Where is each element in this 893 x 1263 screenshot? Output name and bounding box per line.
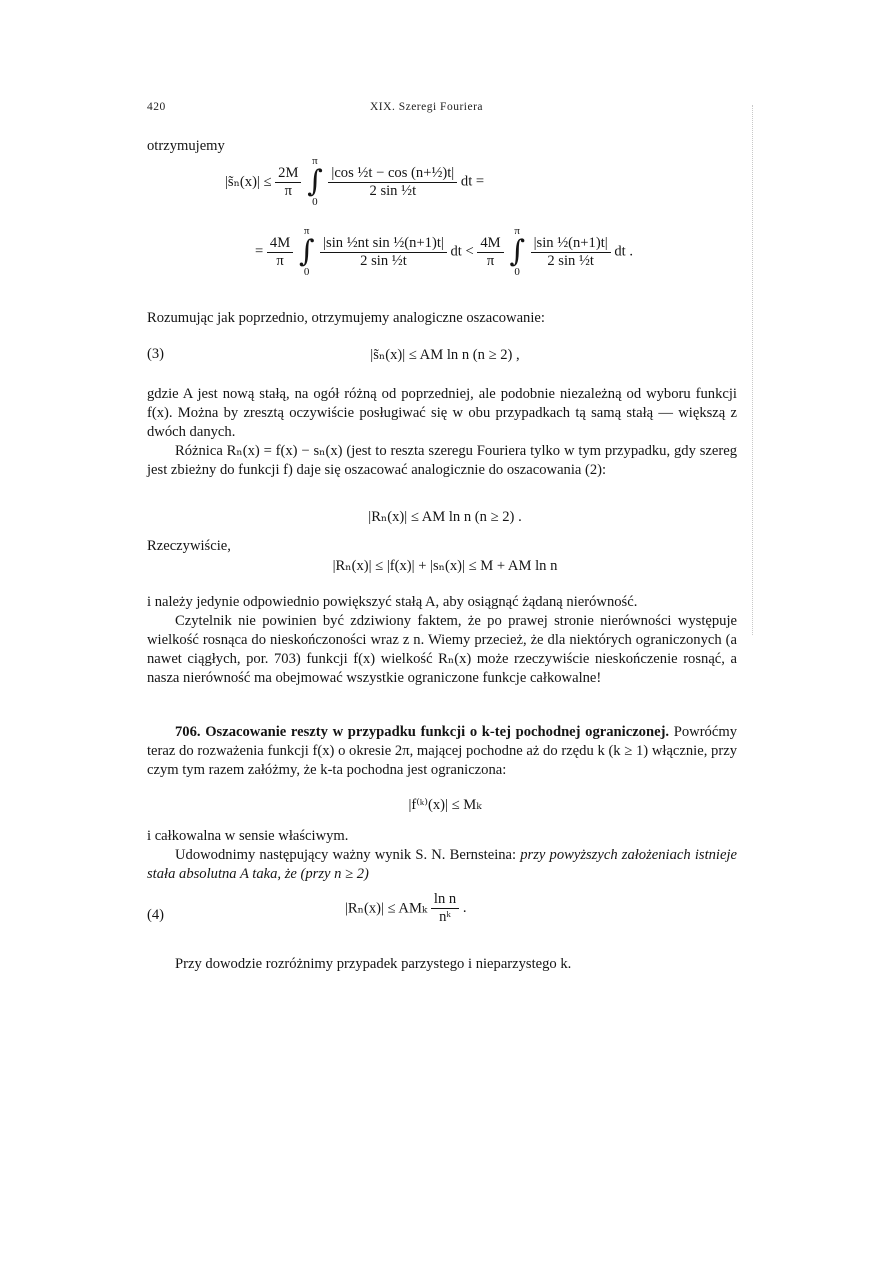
eq2-coefficient-2: $\frac{4M}{\pi}$ [477, 235, 503, 270]
eq2-coefficient-1: $\frac{4M}{\pi}$ [267, 235, 293, 270]
equation-fk-bound: |f⁽ᵏ⁾(x)| ≤ Mₖ [408, 797, 482, 813]
equation-r-bound: |Rₙ(x)| ≤ AM ln n (n ≥ 2) . [368, 509, 522, 525]
paragraph-rzeczywiscie: Rzeczywiście, [147, 538, 231, 554]
paragraph-calkowalna: i całkowalna w sensie właściwym. [147, 828, 349, 844]
eq2-integrand-2: $\frac{\text{|sin ½(n+1)t|}}{\text{2 sin ½t}}$ [531, 235, 611, 270]
udowodnimy-plain: Udowodnimy następujący ważny wynik S. N. Bernsteina: [175, 847, 517, 863]
eq1-integral-sign: π ∫ 0 [307, 155, 323, 208]
equation-r-triangle: |Rₙ(x)| ≤ |f(x)| + |sₙ(x)| ≤ M + AM ln n [332, 558, 558, 574]
eq1-integrand: $\frac{\text{|cos ½t − cos (n+½)t|}}{\text{2 sin ½t}}$ [328, 165, 457, 200]
paragraph-rozumujac: Rozumując jak poprzednio, otrzymujemy analogiczne oszacowanie: [147, 310, 545, 326]
intro-text: otrzymujemy [147, 138, 225, 154]
equation-2: = $\frac{4M}{\pi}$ π ∫ 0 $\frac{\text{|sin ½nt sin ½(n+1)t|}}{\text{2 sin ½t}}$ dt < $\frac{4M}{\pi}$ π ∫ 0 $\frac{\text{|sin ½(n+1)t|}}{\text{2 sin ½t}}$ dt . [255, 225, 633, 278]
paragraph-gdzie: gdzie A jest nową stałą, na ogół różną od poprzedniej, ale podobnie niezależną od wyboru funkcji f(x). Można by zresztą oczywiście posługiwać się w obu przypadkach tą samą stałą — większą z dwóch danych. [147, 386, 737, 440]
bernstein-theorem-statement: przy powyższych założeniach istnieje stała absolutna A taka, że (przy n ≥ 2) [147, 847, 737, 882]
equation-4-label: (4) [147, 907, 165, 923]
paragraph-przy-dowodzie: Przy dowodzie rozróżnimy przypadek parzystego i nieparzystego k. [175, 956, 572, 972]
equation-3-label: (3) [147, 346, 165, 362]
section-706-heading: 706. Oszacowanie reszty w przypadku funkcji o k-tej pochodnej ograniczonej. [175, 724, 670, 740]
paragraph-udowodnimy [147, 846, 737, 884]
running-title: XIX. Szeregi Fouriera [370, 101, 484, 113]
eq4-lhs: |Rₙ(x)| ≤ AMₖ [345, 900, 428, 917]
eq1-coefficient: $\frac{2M}{\pi}$ [275, 165, 301, 200]
equation-3: |s̃ₙ(x)| ≤ AM ln n (n ≥ 2) , [370, 347, 520, 363]
section-706 [147, 723, 737, 780]
eq2-integral-sign-2: π ∫ 0 [509, 225, 525, 278]
eq4-fraction: $\frac{\text{ln n}}{\text{nᵏ}}$ [431, 891, 459, 926]
eq1-lhs: |s̃ₙ(x)| ≤ [225, 174, 272, 190]
scan-edge-line [752, 105, 753, 635]
paragraph-czytelnik: Czytelnik nie powinien być zdziwiony faktem, że po prawej stronie nierówności występuje wielkość rosnąca do nieskończoności wraz z n. Wiemy przecież, że dla niektórych ograniczonych (a nawet ciągłych, por. 703) funkcji f(x) wielkość Rₙ(x) może rzeczywiście nieskończenie rosnąć, a nasza nierówność ma obejmować wszystkie ograniczone funkcje całkowalne! [147, 613, 737, 686]
eq1-tail: dt = [460, 173, 485, 190]
equation-4: |Rₙ(x)| ≤ AMₖ $\frac{\text{ln n}}{\text{nᵏ}}$ . [345, 891, 467, 925]
eq2-integral-sign-1: π ∫ 0 [298, 225, 315, 278]
paragraph-roznica: Różnica Rₙ(x) = f(x) − sₙ(x) (jest to reszta szeregu Fouriera tylko w tym przypadku, gdy szereg jest zbieżny do funkcji f) daje się oszacować analogicznie do oszacowania (2): [147, 443, 737, 478]
section-706-text: Powróćmy teraz do rozważenia funkcji f(x) o okresie 2π, mającej pochodne aż do rzędu k (k ≥ 1) włącznie, przy czym tym razem załóżmy, że k-ta pochodna jest ograniczona: [147, 724, 737, 778]
paragraph-nalezy: i należy jedynie odpowiednio powiększyć stałą A, aby osiągnąć żądaną nierówność. [147, 594, 638, 610]
page-number: 420 [147, 101, 166, 113]
eq2-integrand-1: $\frac{\text{|sin ½nt sin ½(n+1)t|}}{\text{2 sin ½t}}$ [320, 235, 447, 270]
equation-1 [225, 156, 484, 208]
